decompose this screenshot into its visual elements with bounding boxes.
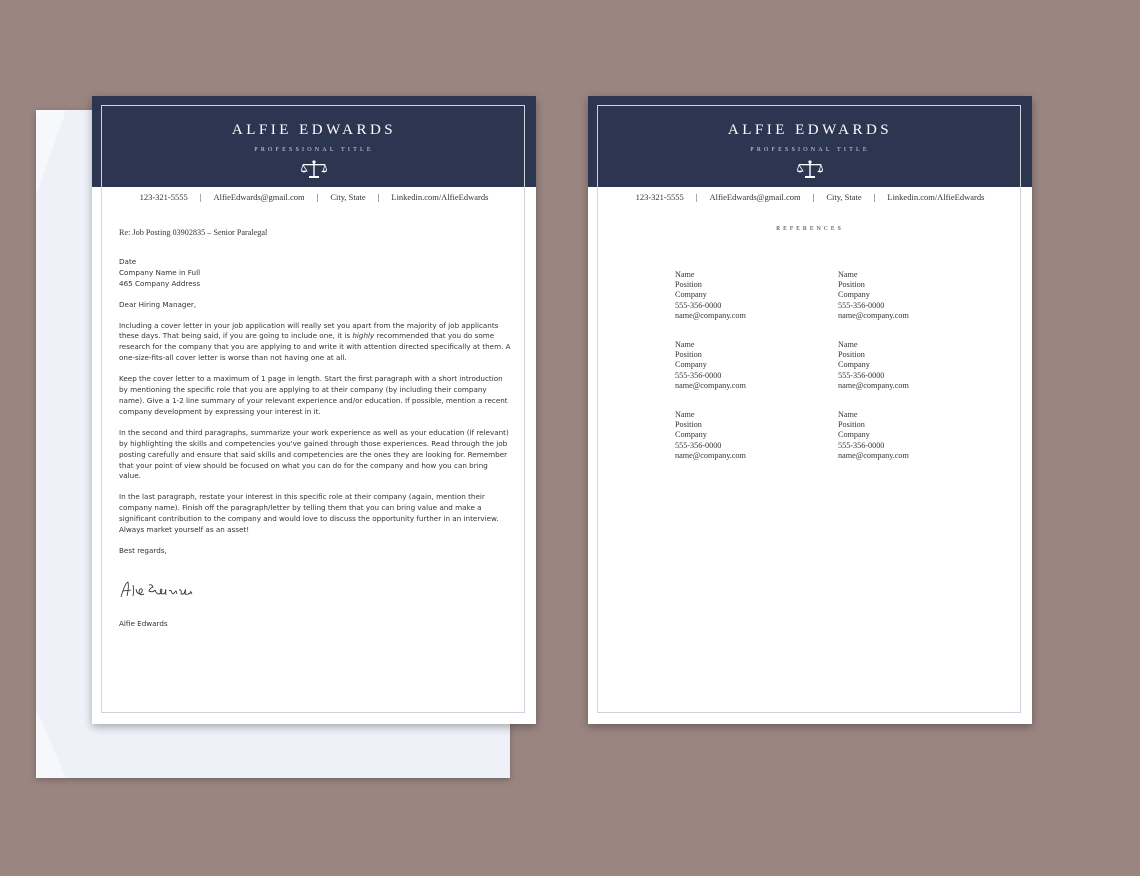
reference-company: Company [675,290,707,300]
reference-email: name@company.com [838,450,909,460]
reference-email: name@company.com [675,380,746,390]
reference-company: Company [838,360,870,370]
header-band [92,96,536,187]
contact-location: City, State [826,192,862,202]
reference-phone: 555-356-0000 [838,370,885,380]
reference-company: Company [838,430,870,440]
paragraph-1-start: Including a cover letter in your job application will really set you apart from the majority of job applicants these days. That being said, if you are going to include one, it is [119,320,499,341]
contact-separator: | [199,192,202,202]
contact-separator: | [316,192,319,202]
contact-email: AlfieEdwards@gmail.com [709,192,801,202]
re-line: Re: Job Posting 03902835 – Senior Paralegal [119,228,268,237]
reference-entry [838,270,948,321]
paragraph-1-end: recommended that you do some research for the company that you are applying to and write it with attention directed specifically at them. A one-size-fits-all cover letter is worse than not having one at all. [119,331,511,363]
greeting: Dear Hiring Manager, [119,299,197,309]
paragraph-3: In the second and third paragraphs, summarize your work experience as well as your education (if relevant) by highlighting the skills and competencies you've gained through those experiences. Read through the job posting carefully and ensure that said skills and competencies are the ones they are looking for. Remember that your point of view should be focused on what you can do for the company and how you can bring value. [119,427,509,481]
letter-body [119,228,511,640]
contact-line [588,192,1032,202]
company-name: Company Name in Full [119,267,201,277]
contact-email: AlfieEdwards@gmail.com [213,192,305,202]
contact-phone: 123-321-5555 [635,192,684,202]
reference-name: Name [838,410,858,419]
envelope-flap-top [36,110,66,196]
signed-name: Alfie Edwards [119,618,168,628]
reference-name: Name [675,270,695,279]
paragraph-4: In the last paragraph, restate your interest in this specific role at their company (again, mention their company name). Finish off the paragraph/letter by telling them that you can bring value and make a significant contribution to the company and would love to discuss the opportunity further in an interview. Always market yourself as an asset! [119,492,499,535]
references-page [588,96,1032,724]
reference-company: Company [675,360,707,370]
reference-phone: 555-356-0000 [675,300,722,310]
contact-phone: 123-321-5555 [139,192,188,202]
reference-email: name@company.com [675,450,746,460]
reference-company: Company [838,290,870,300]
reference-name: Name [675,410,695,419]
scales-of-justice-icon [797,160,823,180]
reference-position: Position [675,280,702,290]
reference-position: Position [838,280,865,290]
letter-date: Date [119,256,137,266]
reference-email: name@company.com [675,310,746,320]
reference-position: Position [838,350,865,360]
contact-separator: | [695,192,698,202]
reference-entry [675,270,785,321]
reference-position: Position [675,420,702,430]
reference-name: Name [838,340,858,349]
scales-of-justice-icon [301,160,327,180]
applicant-name: ALFIE EDWARDS [231,122,397,138]
reference-email: name@company.com [838,310,909,320]
handwritten-signature [119,579,199,601]
paragraph-2: Keep the cover letter to a maximum of 1 page in length. Start the first paragraph with a short introduction by mentioning the specific role that you are applying to at their company (by including their company name). Give a 1-2 line summary of your relevant experience and/or education. If possible, mention a recent company development by expressing your interest in it. [119,374,508,416]
reference-position: Position [675,350,702,360]
closing: Best regards, [119,545,167,555]
contact-line [92,192,536,202]
reference-position: Position [838,420,865,430]
cover-letter-page [92,96,536,724]
contact-linkedin: Linkedin.com/AlfieEdwards [391,192,489,202]
reference-email: name@company.com [838,380,909,390]
professional-title: PROFESSIONAL TITLE [254,147,374,153]
recipient-block [119,257,511,290]
paragraph-1 [119,321,511,365]
contact-separator: | [873,192,876,202]
header-band [588,96,1032,187]
reference-phone: 555-356-0000 [838,300,885,310]
reference-name: Name [838,270,858,279]
applicant-name: ALFIE EDWARDS [727,122,893,138]
paragraph-1-emphasis: highly [352,331,375,341]
contact-separator: | [377,192,380,202]
reference-entry [675,410,785,461]
reference-phone: 555-356-0000 [675,440,722,450]
reference-name: Name [675,340,695,349]
contact-location: City, State [330,192,366,202]
envelope-flap-bottom [36,708,66,778]
reference-entry [675,340,785,391]
references-title: REFERENCES [776,226,844,232]
reference-company: Company [675,430,707,440]
reference-phone: 555-356-0000 [838,440,885,450]
reference-entry [838,410,948,461]
professional-title: PROFESSIONAL TITLE [750,147,870,153]
contact-linkedin: Linkedin.com/AlfieEdwards [887,192,985,202]
contact-separator: | [812,192,815,202]
reference-entry [838,340,948,391]
reference-phone: 555-356-0000 [675,370,722,380]
company-address: 465 Company Address [119,278,201,288]
